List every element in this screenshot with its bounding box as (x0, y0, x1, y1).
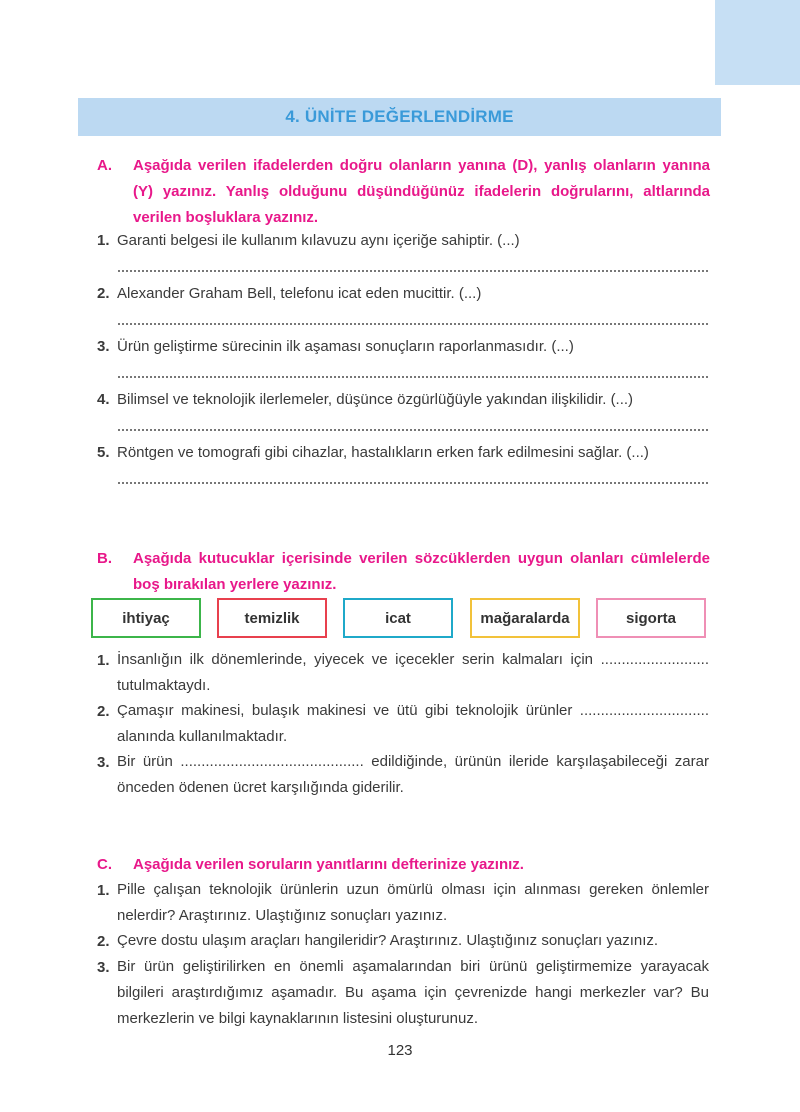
a-item-4-text: Bilimsel ve teknolojik ilerlemeler, düşünce özgürlüğüyle yakından ilişkilidir. (...) (117, 391, 634, 408)
c-item-3-number: 3. (97, 959, 110, 976)
a-item-5-number: 5. (97, 444, 110, 461)
b-item-2-number: 2. (97, 703, 110, 720)
unit-title-bar (78, 98, 721, 136)
a-item-4-answer-line[interactable] (117, 429, 709, 431)
a-item-3-text: Ürün geliştirme sürecinin ilk aşaması sonuçların raporlanmasıdır. (...) (117, 338, 574, 355)
c-item-1-number: 1. (97, 882, 110, 899)
section-c-letter: C. (97, 856, 112, 873)
section-b-letter: B. (97, 550, 112, 567)
c-item-3-text: Bir ürün geliştirilirken en önemli aşamalarından biri ürünü geliştirmemize yarayacak bilgileri araştırdığımız aşamadır. Bu aşama için çevrenizde hangi merkezler var? Bu merkezlerin ve bilgi kaynaklarının listesini oluşturunuz. (117, 958, 709, 1027)
c-item-1-text: Pille çalışan teknolojik ürünlerin uzun ömürlü olması için alınması gereken önlemler nelerdir? Araştırınız. Ulaştığınız sonuçları yazınız. (117, 881, 709, 924)
b-item-2-text: Çamaşır makinesi, bulaşık makinesi ve ütü gibi teknolojik ürünler ............................... alanında kullanılmaktadır. (117, 702, 709, 745)
b-item-1-number: 1. (97, 652, 110, 669)
c-item-2-text: Çevre dostu ulaşım araçları hangileridir? Araştırınız. Ulaştığınız sonuçları yazınız. (117, 932, 659, 949)
a-item-1-answer-line[interactable] (117, 270, 709, 272)
a-item-5-answer-line[interactable] (117, 482, 709, 484)
a-item-3-answer-line[interactable] (117, 376, 709, 378)
a-item-1-number: 1. (97, 232, 110, 249)
word-box-ihtiyac: ihtiyaç (91, 598, 201, 638)
a-item-2-number: 2. (97, 285, 110, 302)
word-box-row (91, 598, 708, 638)
corner-tab (715, 0, 800, 85)
b-item-3-text: Bir ürün ............................................ edildiğinde, ürünün ileride karşılaşabileceği zarar önceden ödenen ücret karşılığında giderilir. (117, 753, 709, 796)
page-number: 123 (387, 1042, 413, 1059)
a-item-2-answer-line[interactable] (117, 323, 709, 325)
section-a-instruction: Aşağıda verilen ifadelerden doğru olanların yanına (D), yanlış olanların yanına (Y) yazınız. Yanlış olduğunu düşündüğünüz ifadelerin doğrularını, altlarında verilen boşluklara yazınız. (133, 157, 710, 226)
section-c-instruction: Aşağıda verilen soruların yanıtlarını defterinize yazınız. (133, 856, 524, 873)
word-box-sigorta: sigorta (596, 598, 706, 638)
b-item-1-text: İnsanlığın ilk dönemlerinde, yiyecek ve içecekler serin kalmaları için .......................... tutulmaktaydı. (117, 651, 709, 694)
word-box-magaralarda: mağaralarda (470, 598, 580, 638)
word-box-temizlik: temizlik (217, 598, 327, 638)
a-item-5-text: Röntgen ve tomografi gibi cihazlar, hastalıkların erken fark edilmesini sağlar. (...) (117, 444, 649, 461)
a-item-1-text: Garanti belgesi ile kullanım kılavuzu aynı içeriğe sahiptir. (...) (117, 232, 520, 249)
page-title: 4. ÜNİTE DEĞERLENDİRME (285, 107, 514, 126)
section-b-instruction: Aşağıda kutucuklar içerisinde verilen sözcüklerden uygun olanları cümlelerde boş bırakılan yerlere yazınız. (133, 550, 710, 593)
a-item-2-text: Alexander Graham Bell, telefonu icat eden mucittir. (...) (117, 285, 482, 302)
section-a-letter: A. (97, 157, 112, 174)
b-item-3-number: 3. (97, 754, 110, 771)
word-box-icat: icat (343, 598, 453, 638)
a-item-4-number: 4. (97, 391, 110, 408)
a-item-3-number: 3. (97, 338, 110, 355)
c-item-2-number: 2. (97, 933, 110, 950)
